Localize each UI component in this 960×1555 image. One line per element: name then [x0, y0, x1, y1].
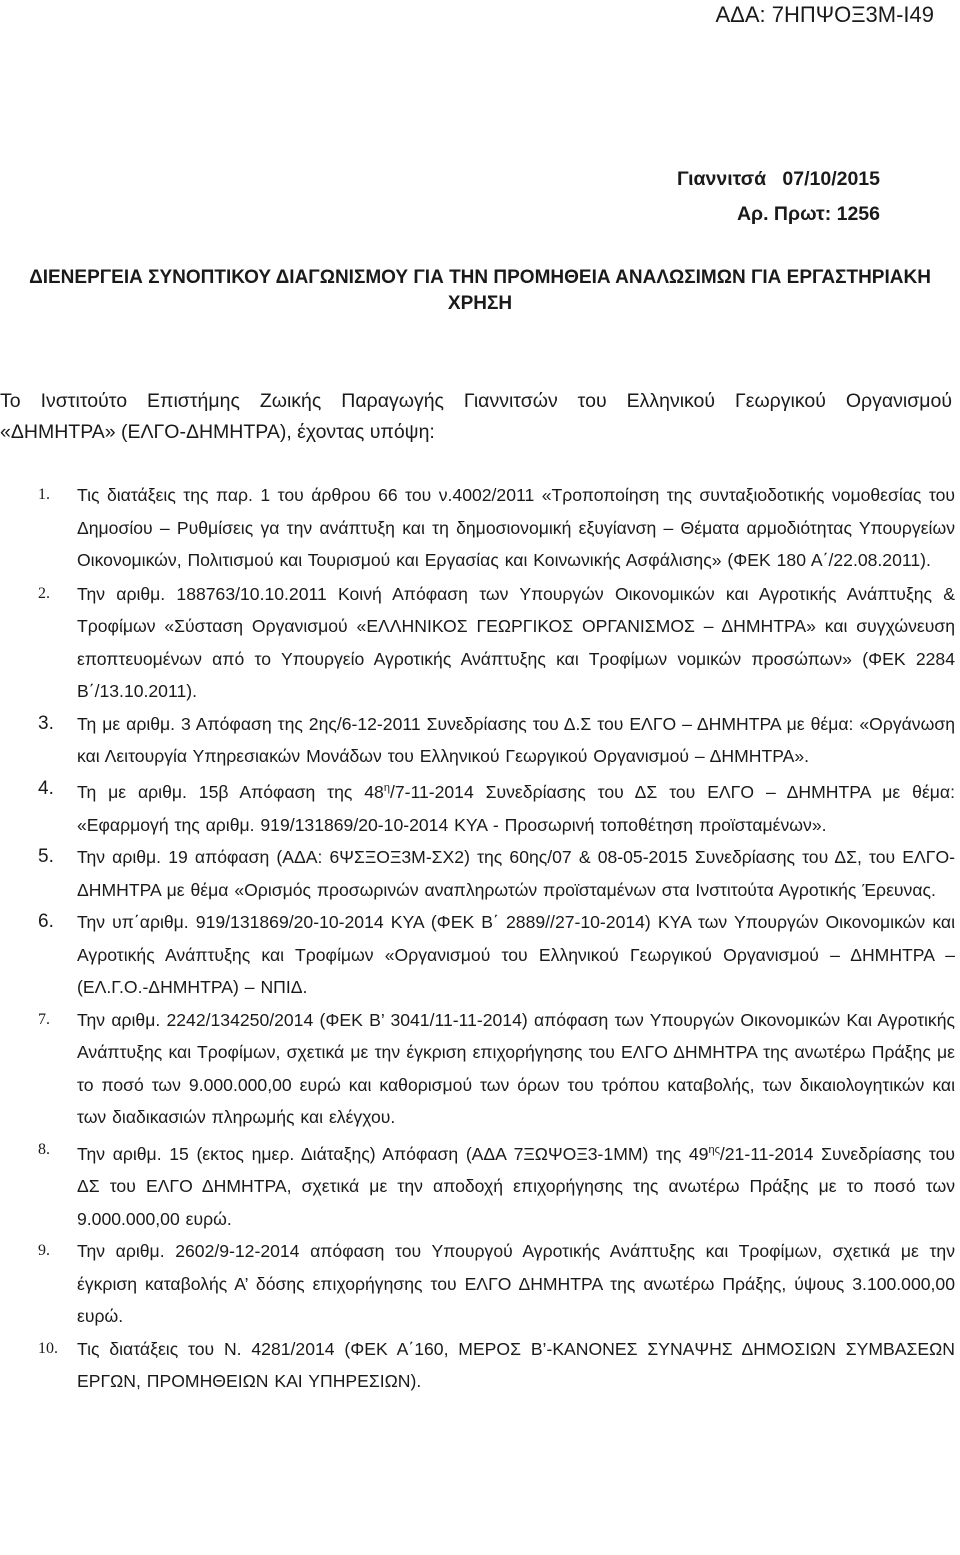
list-item-number: 5.	[38, 846, 54, 868]
list-item-text-part: Τη με αριθμ. 15β Απόφαση της 48	[77, 782, 384, 803]
intro-line-1: Το Ινστιτούτο Επιστήμης Ζωικής Παραγωγής Γιαννιτσών του Ελληνικού Γεωργικού Οργανισμού	[0, 390, 952, 412]
list-item-number: 7.	[38, 1010, 50, 1028]
list-item-text: Τη με αριθμ. 3 Απόφαση της 2ης/6-12-2011 Συνεδρίασης του Δ.Σ του ΕΛΓΟ – ΔΗΜΗΤΡΑ με θέμα: «Οργάνωση και Λειτουργία Υπηρεσιακών Μονάδων του Ελληνικού Γεωργικού Οργανισμού – ΔΗΜΗΤΡΑ».	[77, 713, 955, 766]
considerations-list	[0, 479, 955, 1398]
list-item	[0, 1235, 955, 1333]
list-item	[0, 1004, 955, 1134]
list-item-number: 1.	[38, 486, 50, 503]
list-item	[0, 479, 955, 577]
list-item	[0, 1134, 955, 1235]
list-item-text: Την αριθμ. 19 απόφαση (ΑΔΑ: 6ΨΣΞΟΞ3Μ-ΣΧ2) της 60ης/07 & 08-05-2015 Συνεδρίασης του ΔΣ, του ΕΛΓΟ-ΔΗΜΗΤΡΑ με θέμα «Ορισμός προσωρινών αναπληρωτών προϊσταμένων στα Ινστιτούτα Αγροτικής Έρευνας.	[77, 847, 955, 900]
list-item-number: 2.	[38, 584, 50, 602]
list-item	[0, 841, 955, 906]
document-title: ΔΙΕΝΕΡΓΕΙΑ ΣΥΝΟΠΤΙΚΟΥ ΔΙΑΓΩΝΙΣΜΟΥ ΓΙΑ ΤΗΝ ΠΡΟΜΗΘΕΙΑ ΑΝΑΛΩΣΙΜΩΝ ΓΙΑ ΕΡΓΑΣΤΗΡΙΑΚΗ ΧΡΗΣΗ	[29, 267, 931, 314]
list-item-number: 8.	[38, 1140, 50, 1158]
list-item-text-part: Την αριθμ. 15 (εκτος ημερ. Διάταξης) Απόφαση (ΑΔΑ 7ΞΩΨΟΞ3-1ΜΜ) της 49	[77, 1143, 709, 1164]
list-item	[0, 578, 955, 708]
list-item-number: 6.	[38, 911, 54, 933]
protocol-number: Αρ. Πρωτ: 1256	[736, 203, 880, 225]
list-item-text: Τις διατάξεις της παρ. 1 του άρθρου 66 του ν.4002/2011 «Τροποποίηση της συνταξιοδοτικής νομοθεσίας του Δημοσίου – Ρυθμίσεις γα την ανάπτυξη και τη δημοσιονομική εξυγίανση – Θέματα αρμοδιότητας Υπουργείων Οικονομικών, Πολιτισμού και Τουρισμού και Εργασίας και Κοινωνικής Ασφάλισης» (ΦΕΚ 180 Α΄/22.08.2011).	[77, 485, 955, 570]
place-date: Γιαννιτσά 07/10/2015	[677, 168, 880, 190]
list-item-text-part: /7-11-2014 Συνεδρίασης του ΔΣ του ΕΛΓΟ – ΔΗΜΗΤΡΑ με θέμα: «Εφαρμογή της αριθμ. 919/131869/20-10-2014 ΚΥΑ - Προσωρινή τοποθέτηση προϊσταμένων».	[77, 782, 955, 835]
list-item-text: Την υπ΄αριθμ. 919/131869/20-10-2014 ΚΥΑ (ΦΕΚ Β΄ 2889//27-10-2014) ΚΥΑ των Υπουργών Οικονομικών και Αγροτικής Ανάπτυξης και Τροφίμων «Οργανισμού του Ελληνικού Γεωργικού Οργανισμού – ΔΗΜΗΤΡΑ – (ΕΛ.Γ.Ο.-ΔΗΜΗΤΡΑ) – ΝΠΙΔ.	[77, 912, 955, 998]
list-item-text: Την αριθμ. 2602/9-12-2014 απόφαση του Υπουργού Αγροτικής Ανάπτυξης και Τροφίμων, σχετικά με την έγκριση καταβολής Α’ δόσης επιχορήγησης του ΕΛΓΟ ΔΗΜΗΤΡΑ της ανωτέρω Πράξης, ύψους 3.100.000,00 ευρώ.	[77, 1241, 955, 1327]
list-item-text-part: /21-11-2014 Συνεδρίασης του ΔΣ του ΕΛΓΟ ΔΗΜΗΤΡΑ, σχετικά με την αποδοχή επιχορήγησης της ανωτέρω Πράξης με το ποσό των 9.000.000,00 ευρώ.	[77, 1143, 955, 1229]
list-item-number: 9.	[38, 1242, 50, 1260]
superscript: η	[383, 782, 390, 795]
list-item-text: Την αριθμ. 188763/10.10.2011 Κοινή Απόφαση των Υπουργών Οικονομικών και Αγροτικής Ανάπτυξης & Τροφίμων «Σύσταση Οργανισμού «ΕΛΛΗΝΙΚΟΣ ΓΕΩΡΓΙΚΟΣ ΟΡΓΑΝΙΣΜΟΣ – ΔΗΜΗΤΡΑ» και συγχώνευση εποπτευομένων από το Υπουργείο Αγροτικής Ανάπτυξης και Τροφίμων νομικών προσώπων» (ΦΕΚ 2284 Β΄/13.10.2011).	[77, 583, 955, 701]
list-item-number: 3.	[38, 712, 54, 734]
ada-code: ΑΔΑ: 7ΗΠΨΟΞ3Μ-Ι49	[715, 2, 934, 27]
list-item-text: Τις διατάξεις του Ν. 4281/2014 (ΦΕΚ Α΄160, ΜΕΡΟΣ Β’-ΚΑΝΟΝΕΣ ΣΥΝΑΨΗΣ ΔΗΜΟΣΙΩΝ ΣΥΜΒΑΣΕΩΝ ΕΡΓΩΝ, ΠΡΟΜΗΘΕΙΩΝ ΚΑΙ ΥΠΗΡΕΣΙΩΝ).	[77, 1338, 955, 1392]
list-item	[0, 773, 955, 842]
intro-paragraph	[0, 386, 952, 448]
list-item-text: Την αριθμ. 2242/134250/2014 (ΦΕΚ Β’ 3041/11-11-2014) απόφαση των Υπουργών Οικονομικών Και Αγροτικής Ανάπτυξης και Τροφίμων, σχετικά με την έγκριση επιχορήγησης του ΕΛΓΟ ΔΗΜΗΤΡΑ της ανωτέρω Πράξης με το ποσό των 9.000.000,00 ευρώ και καθορισμού των όρων του τρόπου καταβολής, των δικαιολογητικών και των διαδικασιών πληρωμής και ελέγχου.	[77, 1009, 955, 1128]
intro-line-2: «ΔΗΜΗΤΡΑ» (ΕΛΓΟ-ΔΗΜΗΤΡΑ), έχοντας υπόψη:	[0, 421, 435, 443]
list-item-number: 10.	[38, 1339, 58, 1357]
list-item-number: 4.	[38, 777, 54, 799]
list-item	[0, 1333, 955, 1398]
superscript: ης	[708, 1143, 720, 1156]
list-item	[0, 906, 955, 1004]
list-item-text	[77, 1144, 955, 1229]
list-item-text	[77, 782, 955, 835]
list-item	[0, 708, 955, 773]
